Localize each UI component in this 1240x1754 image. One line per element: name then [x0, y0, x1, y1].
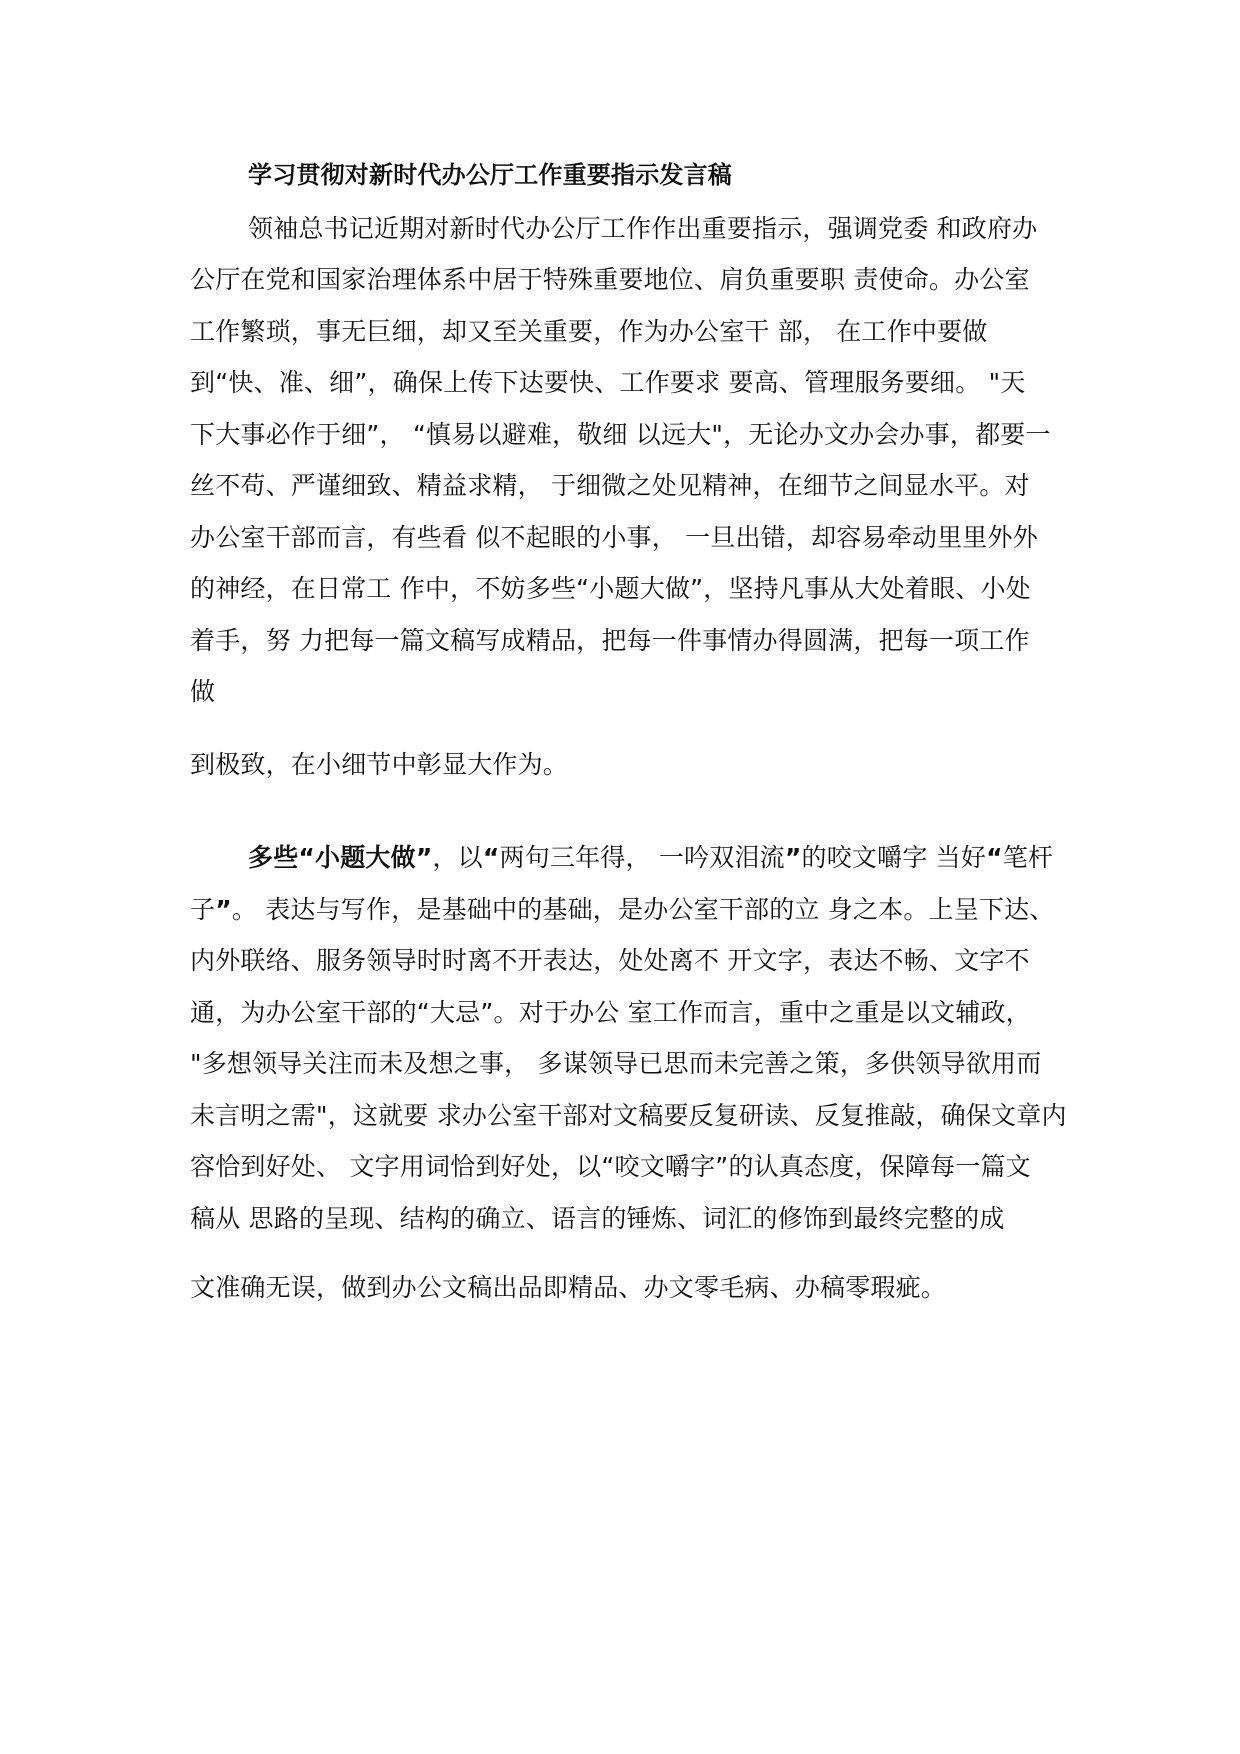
paragraph-2-line-2	[190, 893, 1055, 927]
paragraph-1-line-5: 下大事必作于细”， “慎易以避难，敬细 以远大"，无论办文办会办事，都要一	[190, 420, 1051, 449]
paragraph-2-line-6: 未言明之需"，这就要 求办公室干部对文稿要反复研读、反复推敲，确保文章内	[190, 1101, 1067, 1130]
paragraph-2-line-3: 内外联络、服务领导时时离不开表达，处处离不 开文字，表达不畅、文字不	[190, 946, 1030, 975]
paragraph-1-line-3: 工作繁琐，事无巨细，却又至关重要，作为办公室干 部， 在工作中要做	[190, 317, 988, 346]
paragraph-1-line-1: 领袖总书记近期对新时代办公厅工作作出重要指示，强调党委 和政府办	[248, 214, 1038, 243]
paragraph-1-line-8: 的神经，在日常工 作中，不妨多些“小题大做”，坚持凡事从大处着眼、小处	[190, 574, 1031, 603]
quote-mark: “	[986, 843, 1003, 872]
paragraph-2-line-4: 通，为办公室干部的“大忌”。对于办公 室工作而言，重中之重是以文辅政，	[190, 998, 1031, 1027]
paragraph-2-line-1	[248, 841, 1053, 875]
heading-phrase: 多些“小题大做”	[248, 843, 433, 872]
text-segment: 。 表达与写作，是基础中的基础，是办公室干部的立 身之本。上呈下达、	[231, 895, 1055, 924]
text-segment: 的咬文嚼字 当好	[801, 843, 987, 872]
paragraph-1-line-6: 丝不苟、严谨细致、精益求精， 于细微之处见精神，在细节之间显水平。对	[190, 471, 1030, 500]
quote-mark: “	[482, 843, 500, 872]
text-segment: 笔杆	[1002, 843, 1054, 872]
document-title: 学习贯彻对新时代办公厅工作重要指示发言稿	[248, 161, 732, 189]
paragraph-2-line-5: "多想领导关注而未及想之事， 多谋领导已思而未完善之策，多供领导欲用而	[190, 1049, 1042, 1078]
quote-mark: ”	[215, 895, 232, 924]
text-segment: ，以	[432, 843, 483, 872]
paragraph-1-line-2: 公厅在党和国家治理体系中居于特殊重要地位、肩负重要职 责使命。办公室	[190, 265, 1030, 294]
text-segment: 子	[190, 895, 216, 924]
paragraph-1-line-4: 到“快、准、细”，确保上传下达要快、工作要求 要高、管理服务要细。 "天	[190, 368, 1026, 397]
quote-mark: ”	[784, 843, 802, 872]
text-segment: 两句三年得， 一吟双泪流	[499, 843, 785, 872]
paragraph-2-line-9: 文准确无误，做到办公文稿出品即精品、办文零毛病、办稿零瑕疵。	[190, 1273, 947, 1302]
paragraph-1-line-11: 到极致，在小细节中彰显大作为。	[190, 750, 569, 779]
paragraph-1-line-7: 办公室干部而言，有些看 似不起眼的小事， 一旦出错，却容易牵动里里外外	[190, 523, 1038, 552]
paragraph-1-line-10: 做	[190, 677, 216, 706]
paragraph-2-line-8: 稿从 思路的呈现、结构的确立、语言的锤炼、词汇的修饰到最终完整的成	[190, 1204, 1005, 1233]
paragraph-2-line-7: 容恰到好处、 文字用词恰到好处，以“咬文嚼字”的认真态度，保障每一篇文	[190, 1152, 1031, 1181]
paragraph-1-line-9: 着手，努 力把每一篇文稿写成精品，把每一件事情办得圆满，把每一项工作	[190, 626, 1030, 655]
